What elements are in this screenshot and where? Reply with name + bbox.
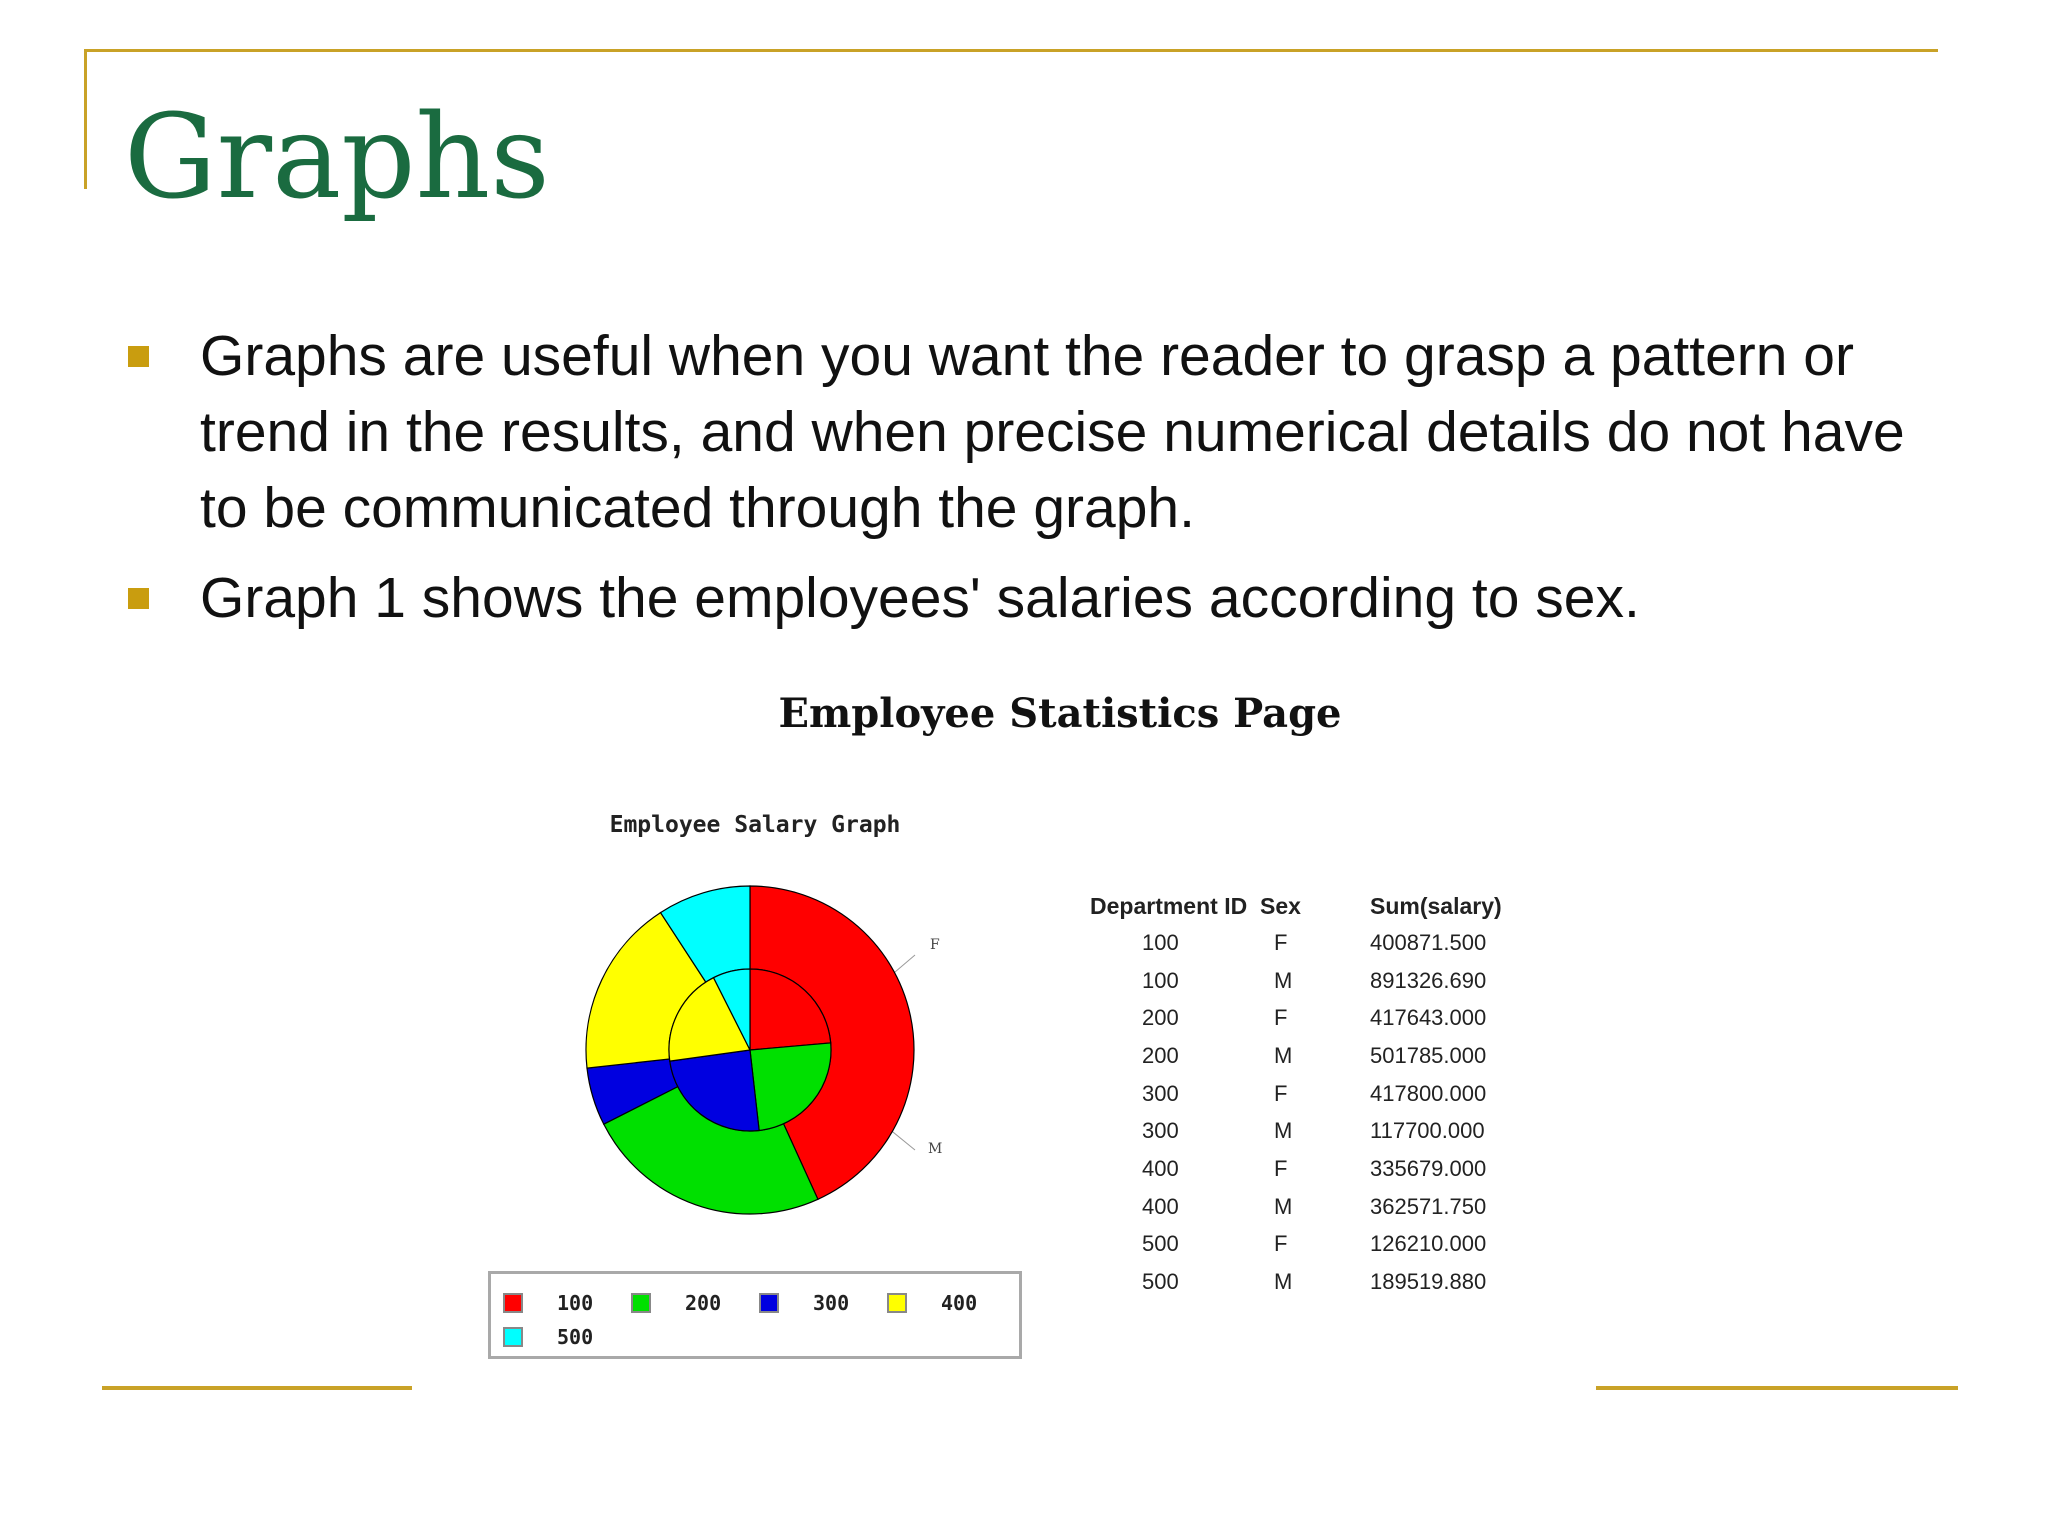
legend-swatch [887, 1293, 907, 1313]
salary-pie-chart [570, 870, 930, 1230]
table-row [1090, 1226, 1530, 1264]
cell-sex: M [1274, 1193, 1293, 1219]
chart-legend [488, 1271, 1022, 1359]
legend-label: 200 [685, 1291, 722, 1315]
cell-sex: M [1274, 1118, 1293, 1144]
legend-item [887, 1290, 977, 1316]
cell-sum-salary: 362571.750 [1370, 1193, 1487, 1219]
header-sum-salary: Sum(salary) [1370, 892, 1502, 919]
table-row [1090, 999, 1530, 1037]
header-sex: Sex [1260, 892, 1301, 919]
legend-label: 400 [941, 1291, 978, 1315]
table-row [1090, 924, 1530, 962]
cell-sum-salary: 400871.500 [1370, 929, 1487, 955]
cell-department-id: 400 [1142, 1155, 1179, 1181]
legend-label: 300 [813, 1291, 850, 1315]
salary-table [1090, 888, 1530, 1301]
cell-department-id: 200 [1142, 1005, 1179, 1031]
bullet-list [124, 318, 1924, 650]
table-row [1090, 962, 1530, 1000]
legend-swatch [759, 1293, 779, 1313]
cell-department-id: 500 [1142, 1269, 1179, 1295]
cell-department-id: 100 [1142, 929, 1179, 955]
legend-label: 500 [557, 1325, 594, 1349]
bullet-square-icon [128, 346, 149, 367]
table-header-row [1090, 888, 1530, 924]
header-department-id: Department ID [1090, 892, 1248, 919]
slide-frame-left-line [84, 49, 87, 189]
bullet-square-icon [128, 588, 149, 609]
legend-label: 100 [557, 1291, 594, 1315]
cell-department-id: 400 [1142, 1193, 1179, 1219]
cell-department-id: 100 [1142, 967, 1179, 993]
legend-item [631, 1290, 721, 1316]
bullet-item [124, 318, 1924, 546]
cell-sum-salary: 501785.000 [1370, 1042, 1487, 1068]
cell-sum-salary: 417800.000 [1370, 1080, 1487, 1106]
slide-frame-bottom-left-line [102, 1386, 412, 1390]
table-row [1090, 1263, 1530, 1301]
cell-sex: F [1274, 1080, 1288, 1106]
cell-department-id: 500 [1142, 1231, 1179, 1257]
table-row [1090, 1188, 1530, 1226]
employee-statistics-title: Employee Statistics Page [778, 690, 1342, 737]
slide-frame-top-line [84, 49, 1938, 52]
legend-item [759, 1290, 849, 1316]
ring-label-m: M [928, 1141, 943, 1157]
table-row [1090, 1150, 1530, 1188]
cell-sex: M [1274, 1042, 1293, 1068]
bullet-item [124, 560, 1924, 636]
cell-department-id: 300 [1142, 1118, 1179, 1144]
cell-sex: M [1274, 1269, 1293, 1295]
bullet-text: Graphs are useful when you want the reader to grasp a pattern or trend in the results, and when precise numerical details do not have to be communicated through the graph. [200, 324, 1905, 540]
cell-department-id: 300 [1142, 1080, 1179, 1106]
table-row [1090, 1037, 1530, 1075]
slide-title: Graphs [124, 90, 550, 225]
legend-item [503, 1290, 593, 1316]
cell-sum-salary: 126210.000 [1370, 1231, 1487, 1257]
bullet-text: Graph 1 shows the employees' salaries according to sex. [200, 566, 1640, 630]
cell-sex: F [1274, 929, 1288, 955]
cell-sum-salary: 335679.000 [1370, 1155, 1487, 1181]
slide-frame-bottom-right-line [1596, 1386, 1958, 1390]
cell-sex: F [1274, 1155, 1288, 1181]
legend-swatch [631, 1293, 651, 1313]
cell-sex: F [1274, 1005, 1288, 1031]
cell-sum-salary: 891326.690 [1370, 967, 1487, 993]
cell-sum-salary: 417643.000 [1370, 1005, 1487, 1031]
table-body [1090, 924, 1530, 1301]
cell-sex: M [1274, 967, 1293, 993]
legend-item [503, 1324, 593, 1350]
legend-swatch [503, 1293, 523, 1313]
legend-swatch [503, 1327, 523, 1347]
salary-graph-title: Employee Salary Graph [609, 812, 901, 838]
table-row [1090, 1075, 1530, 1113]
ring-f [669, 969, 831, 1131]
cell-sex: F [1274, 1231, 1288, 1257]
cell-department-id: 200 [1142, 1042, 1179, 1068]
cell-sum-salary: 189519.880 [1370, 1269, 1487, 1295]
cell-sum-salary: 117700.000 [1370, 1118, 1485, 1144]
ring-label-f: F [930, 937, 940, 953]
table-row [1090, 1112, 1530, 1150]
